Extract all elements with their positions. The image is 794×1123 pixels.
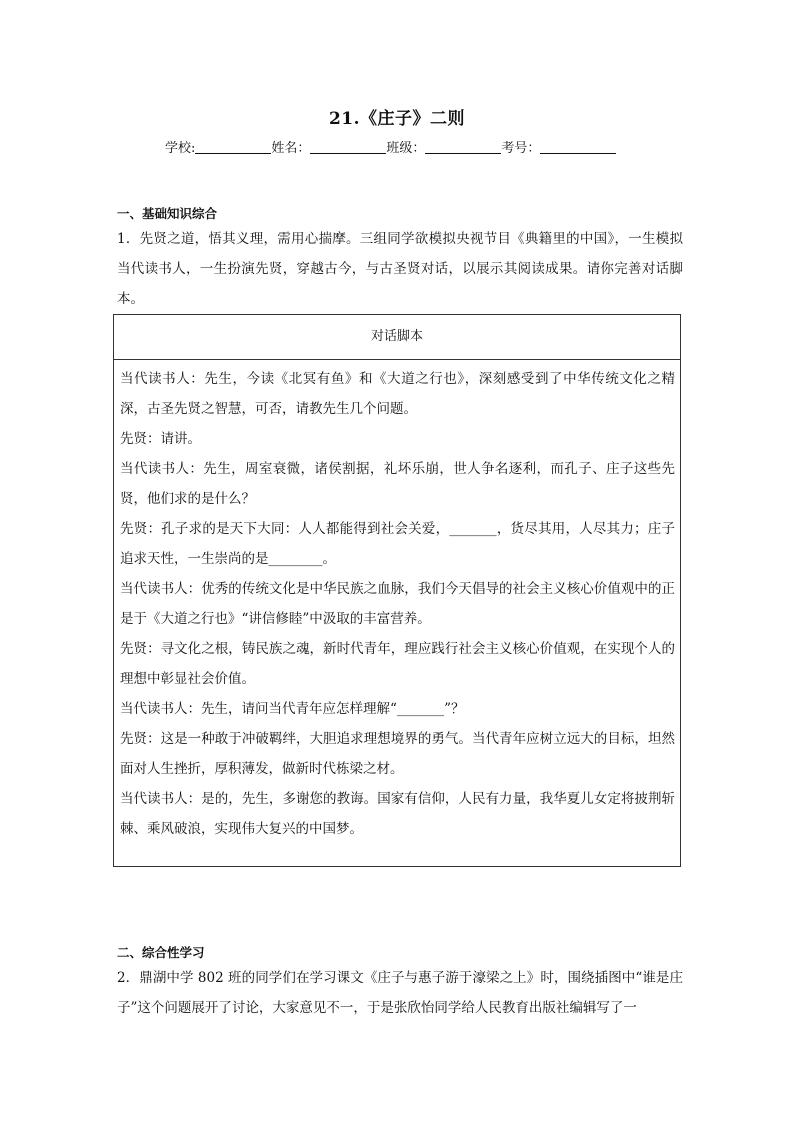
class-label: 班级： bbox=[386, 141, 426, 156]
name-blank[interactable] bbox=[310, 140, 386, 154]
school-label: 学校: bbox=[165, 141, 196, 156]
dialogue-line: 先贤：请讲。 bbox=[120, 431, 201, 447]
dialogue-line: 先贤：孔子求的是天下大同：人人都能得到社会关爱，_______，货尽其用，人尽其力；庄子追求天性，一生崇尚的是________。 bbox=[120, 521, 675, 567]
dialogue-line: 当代读书人：先生，今读《北冥有鱼》和《大道之行也》，深刻感受到了中华传统文化之精深，古圣先贤之智慧，可否，请教先生几个问题。 bbox=[120, 371, 675, 417]
dialogue-script-table bbox=[113, 314, 681, 867]
name-label: 姓名： bbox=[271, 141, 311, 156]
question-1-text: 1．先贤之道，悟其义理，需用心揣摩。三组同学欲模拟央视节目《典籍里的中国》，一生模拟当代读书人，一生扮演先贤，穿越古今，与古圣贤对话，以展示其阅读成果。请你完善对话脚本。 bbox=[117, 231, 683, 307]
dialogue-line: 当代读书人：先生，请问当代青年应怎样理解“_______”？ bbox=[120, 701, 465, 717]
dialogue-line: 当代读书人：优秀的传统文化是中华民族之血脉，我们今天倡导的社会主义核心价值观中的正是于《大道之行也》“讲信修睦”中汲取的丰富营养。 bbox=[120, 581, 675, 627]
dialogue-table-body bbox=[114, 360, 680, 844]
section-heading-1: 一、基础知识综合 bbox=[117, 206, 218, 221]
class-blank[interactable] bbox=[425, 140, 501, 154]
page-title: 21.《庄子》二则 bbox=[328, 109, 466, 129]
school-blank[interactable] bbox=[195, 140, 271, 154]
student-info-line bbox=[165, 137, 616, 156]
exam-no-label: 考号： bbox=[501, 141, 541, 156]
dialogue-line: 当代读书人：是的，先生，多谢您的教诲。国家有信仰，人民有力量，我华夏儿女定将披荆斩棘、乘风破浪，实现伟大复兴的中国梦。 bbox=[120, 791, 675, 837]
dialogue-line: 当代读书人：先生，周室衰微，诸侯割据，礼坏乐崩，世人争名逐利，而孔子、庄子这些先贤，他们求的是什么？ bbox=[120, 461, 675, 507]
dialogue-table-header: 对话脚本 bbox=[114, 315, 680, 360]
exam-no-blank[interactable] bbox=[540, 140, 616, 154]
question-2-text: 2．鼎湖中学 802 班的同学们在学习课文《庄子与惠子游于濠梁之上》时，围绕插图中“谁是庄子”这个问题展开了讨论，大家意见不一，于是张欣怡同学给人民教育出版社编辑写了一 bbox=[117, 970, 683, 1016]
dialogue-line: 先贤：这是一种敢于冲破羁绊，大胆追求理想境界的勇气。当代青年应树立远大的目标，坦然面对人生挫折，厚积薄发，做新时代栋梁之材。 bbox=[120, 731, 675, 777]
dialogue-line: 先贤：寻文化之根，铸民族之魂，新时代青年，理应践行社会主义核心价值观，在实现个人的理想中彰显社会价值。 bbox=[120, 641, 675, 687]
section-heading-2: 二、综合性学习 bbox=[117, 945, 205, 960]
